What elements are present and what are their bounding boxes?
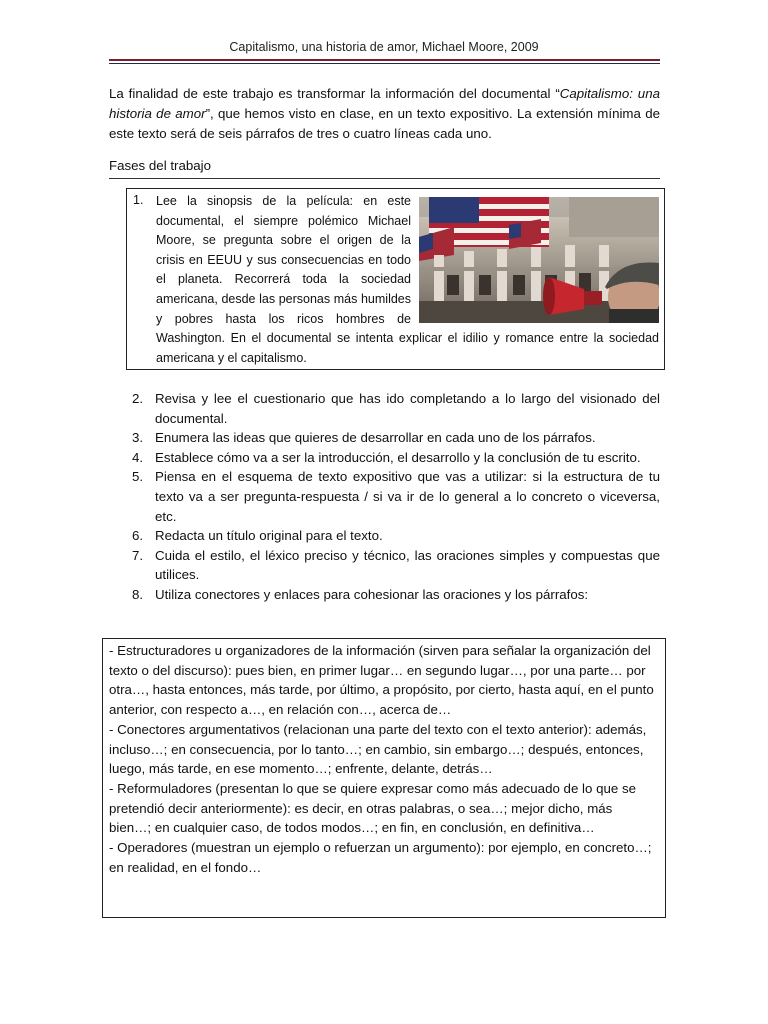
intro-after: ”, que hemos visto en clase, en un texto expositivo. La extensión mínima de este texto será de seis párrafos de tres o cuatro líneas cada uno. [109, 106, 661, 141]
list-item [126, 467, 660, 526]
list-item [126, 526, 660, 546]
steps-list [126, 389, 660, 605]
connector-paragraph: - Conectores argumentativos (relacionan una parte del texto con el texto anterior): además, incluso…; en consecuencia, por lo tanto…; en cambio, sin embargo…; después, entonces, luego, más tarde, en ese momento…; enfrente, delante, detrás… [109, 721, 647, 777]
intro-paragraph [109, 84, 660, 144]
synopsis-body: en este documental, el siempre polémico Michael Moore, se pregunta sobre el origen de la crisis en EEUU y sus consecuencias en todo el planeta. Recorrerá toda la sociedad americana, desde las personas más humildes y pobres hasta los ricos hombres de Washington. En el documental se intenta explicar el idilio y romance entre la sociedad americana y el capitalismo. [156, 194, 659, 365]
step-number: 7. [132, 547, 144, 563]
list-item [126, 448, 660, 468]
step-text: Piensa en el esquema de texto expositivo que vas a utilizar: si la estructura de tu texto va a ser pregunta-respuesta / si va ir de lo general a lo concreto o viceversa, etc. [155, 469, 660, 524]
list-item [126, 546, 660, 585]
film-photo [419, 197, 659, 323]
step-number: 8. [132, 586, 144, 602]
header-rule-blue [109, 63, 660, 64]
header-rule-red [109, 59, 660, 61]
step-text: Redacta un título original para el texto. [155, 528, 383, 544]
connector-paragraph: - Reformuladores (presentan lo que se quiere expresar como más adecuado de lo que se pretendió decir anteriormente): es decir, en otras palabras, o sea…; mejor dicho, más bien…; en cualquier caso, de todos modos…; en fin, en conclusión, en definitiva… [109, 780, 637, 836]
synopsis-text [156, 192, 659, 368]
step-number: 2. [132, 391, 144, 406]
list-item [126, 585, 660, 605]
intro-film-title: Capitalismo: una historia de amor [109, 86, 660, 121]
step-text: Utiliza conectores y enlaces para cohesionar las oraciones y los párrafos: [155, 586, 589, 602]
synopsis-lead: Lee la sinopsis de la película: [156, 194, 354, 208]
section-title: Fases del trabajo [109, 156, 660, 179]
intro-before: La finalidad de este trabajo es transformar la información del documental “ [109, 86, 560, 101]
step-number: 5. [132, 469, 144, 485]
step-text: Establece cómo va a ser la introducción, el desarrollo y la conclusión de tu escrito. [155, 449, 641, 465]
synopsis-box [126, 188, 665, 370]
step-text: Revisa y lee el cuestionario que has ido completando a lo largo del visionado del documental. [155, 391, 660, 426]
connectors-box [102, 638, 666, 918]
step-number: 3. [132, 430, 144, 446]
step-number: 6. [132, 528, 144, 544]
connector-paragraph: - Estructuradores u organizadores de la información (sirven para señalar la organización del texto o del discurso): pues bien, en primer lugar… en segundo lugar…, por una parte… por otra…, hasta entonces, más tarde, por último, a propósito, por cierto, hasta aquí, en el punto anterior, con respecto a…, en relación con…, acerca de… [109, 643, 654, 718]
step-text: Cuida el estilo, el léxico preciso y técnico, las oraciones simples y compuestas que utilices. [155, 547, 660, 583]
list-item [126, 389, 660, 428]
step-number: 4. [132, 449, 144, 465]
connector-paragraph: - Operadores (muestran un ejemplo o refuerzan un argumento): por ejemplo, en concreto…; en realidad, en el fondo… [109, 840, 652, 875]
step-number: 1. [133, 193, 144, 207]
page-header: Capitalismo, una historia de amor, Michael Moore, 2009 [229, 40, 539, 54]
step-text: Enumera las ideas que quieres de desarrollar en cada uno de los párrafos. [155, 430, 596, 446]
list-item [126, 428, 660, 448]
